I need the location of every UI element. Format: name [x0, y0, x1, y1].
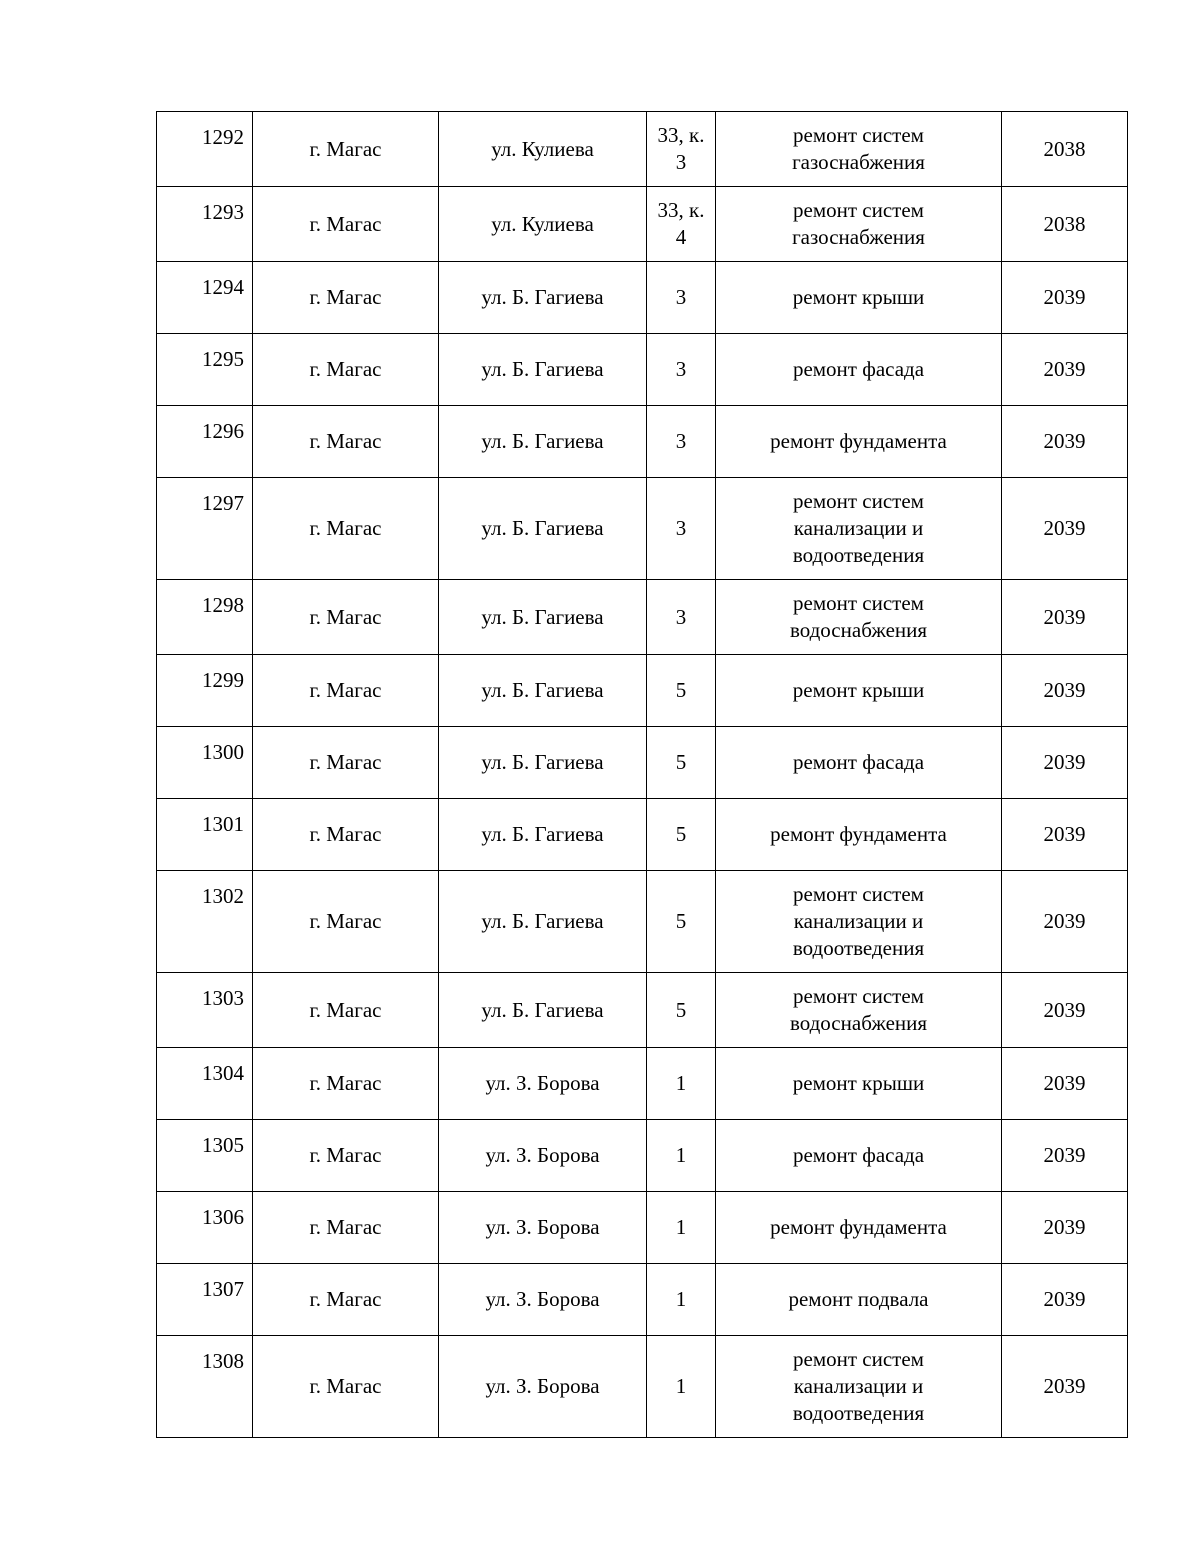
street-cell: ул. З. Борова — [439, 1192, 647, 1264]
row-number: 1305 — [157, 1120, 253, 1192]
work-type-cell: ремонт подвала — [716, 1264, 1002, 1336]
city-cell: г. Магас — [253, 655, 439, 727]
city-cell: г. Магас — [253, 112, 439, 187]
work-type-cell: ремонт фундамента — [716, 406, 1002, 478]
year-cell: 2039 — [1002, 1048, 1128, 1120]
work-type-cell: ремонт фасада — [716, 1120, 1002, 1192]
year-cell: 2038 — [1002, 187, 1128, 262]
row-number: 1294 — [157, 262, 253, 334]
work-type-cell: ремонт фундамента — [716, 1192, 1002, 1264]
city-cell: г. Магас — [253, 1120, 439, 1192]
row-number: 1301 — [157, 799, 253, 871]
year-cell: 2039 — [1002, 1192, 1128, 1264]
street-cell: ул. Б. Гагиева — [439, 580, 647, 655]
city-cell: г. Магас — [253, 334, 439, 406]
street-cell: ул. Б. Гагиева — [439, 799, 647, 871]
house-cell: 33, к. 4 — [647, 187, 716, 262]
work-type-cell: ремонт фундамента — [716, 799, 1002, 871]
house-cell: 5 — [647, 871, 716, 973]
city-cell: г. Магас — [253, 1336, 439, 1438]
street-cell: ул. З. Борова — [439, 1120, 647, 1192]
table-row — [157, 727, 1128, 799]
row-number: 1297 — [157, 478, 253, 580]
table-row — [157, 406, 1128, 478]
year-cell: 2039 — [1002, 799, 1128, 871]
work-type-cell: ремонт систем водоснабжения — [716, 580, 1002, 655]
year-cell: 2038 — [1002, 112, 1128, 187]
house-cell: 1 — [647, 1264, 716, 1336]
city-cell: г. Магас — [253, 478, 439, 580]
house-cell: 3 — [647, 406, 716, 478]
street-cell: ул. Б. Гагиева — [439, 871, 647, 973]
house-cell: 1 — [647, 1192, 716, 1264]
table-row — [157, 334, 1128, 406]
row-number: 1292 — [157, 112, 253, 187]
year-cell: 2039 — [1002, 1264, 1128, 1336]
street-cell: ул. З. Борова — [439, 1336, 647, 1438]
row-number: 1304 — [157, 1048, 253, 1120]
table-row — [157, 1264, 1128, 1336]
year-cell: 2039 — [1002, 580, 1128, 655]
street-cell: ул. Б. Гагиева — [439, 973, 647, 1048]
street-cell: ул. Кулиева — [439, 187, 647, 262]
year-cell: 2039 — [1002, 655, 1128, 727]
table-row — [157, 1120, 1128, 1192]
street-cell: ул. Б. Гагиева — [439, 406, 647, 478]
city-cell: г. Магас — [253, 1048, 439, 1120]
year-cell: 2039 — [1002, 334, 1128, 406]
year-cell: 2039 — [1002, 1336, 1128, 1438]
house-cell: 3 — [647, 262, 716, 334]
street-cell: ул. Б. Гагиева — [439, 334, 647, 406]
table-row — [157, 1048, 1128, 1120]
city-cell: г. Магас — [253, 1192, 439, 1264]
row-number: 1293 — [157, 187, 253, 262]
row-number: 1299 — [157, 655, 253, 727]
work-type-cell: ремонт систем водоснабжения — [716, 973, 1002, 1048]
house-cell: 3 — [647, 478, 716, 580]
work-type-cell: ремонт систем канализации и водоотведения — [716, 1336, 1002, 1438]
year-cell: 2039 — [1002, 973, 1128, 1048]
city-cell: г. Магас — [253, 580, 439, 655]
house-cell: 1 — [647, 1336, 716, 1438]
street-cell: ул. Б. Гагиева — [439, 655, 647, 727]
year-cell: 2039 — [1002, 478, 1128, 580]
house-cell: 3 — [647, 334, 716, 406]
work-type-cell: ремонт систем канализации и водоотведения — [716, 478, 1002, 580]
work-type-cell: ремонт фасада — [716, 727, 1002, 799]
row-number: 1303 — [157, 973, 253, 1048]
work-type-cell: ремонт систем газоснабжения — [716, 112, 1002, 187]
city-cell: г. Магас — [253, 799, 439, 871]
house-cell: 3 — [647, 580, 716, 655]
table-row — [157, 262, 1128, 334]
work-type-cell: ремонт систем газоснабжения — [716, 187, 1002, 262]
repair-schedule-table — [156, 111, 1128, 1438]
work-type-cell: ремонт крыши — [716, 262, 1002, 334]
year-cell: 2039 — [1002, 262, 1128, 334]
work-type-cell: ремонт систем канализации и водоотведения — [716, 871, 1002, 973]
table-row — [157, 478, 1128, 580]
year-cell: 2039 — [1002, 1120, 1128, 1192]
table-row — [157, 187, 1128, 262]
row-number: 1308 — [157, 1336, 253, 1438]
city-cell: г. Магас — [253, 973, 439, 1048]
city-cell: г. Магас — [253, 406, 439, 478]
table-row — [157, 1336, 1128, 1438]
city-cell: г. Магас — [253, 262, 439, 334]
street-cell: ул. Б. Гагиева — [439, 727, 647, 799]
house-cell: 5 — [647, 799, 716, 871]
house-cell: 33, к. 3 — [647, 112, 716, 187]
work-type-cell: ремонт крыши — [716, 1048, 1002, 1120]
year-cell: 2039 — [1002, 727, 1128, 799]
street-cell: ул. З. Борова — [439, 1264, 647, 1336]
house-cell: 1 — [647, 1048, 716, 1120]
house-cell: 5 — [647, 973, 716, 1048]
city-cell: г. Магас — [253, 871, 439, 973]
table-row — [157, 1192, 1128, 1264]
table-row — [157, 655, 1128, 727]
city-cell: г. Магас — [253, 727, 439, 799]
street-cell: ул. Кулиева — [439, 112, 647, 187]
row-number: 1302 — [157, 871, 253, 973]
table-row — [157, 112, 1128, 187]
house-cell: 5 — [647, 727, 716, 799]
house-cell: 1 — [647, 1120, 716, 1192]
work-type-cell: ремонт фасада — [716, 334, 1002, 406]
house-cell: 5 — [647, 655, 716, 727]
row-number: 1296 — [157, 406, 253, 478]
row-number: 1295 — [157, 334, 253, 406]
street-cell: ул. Б. Гагиева — [439, 262, 647, 334]
row-number: 1306 — [157, 1192, 253, 1264]
table-row — [157, 580, 1128, 655]
table-row — [157, 799, 1128, 871]
year-cell: 2039 — [1002, 871, 1128, 973]
table-row — [157, 871, 1128, 973]
city-cell: г. Магас — [253, 1264, 439, 1336]
year-cell: 2039 — [1002, 406, 1128, 478]
row-number: 1298 — [157, 580, 253, 655]
street-cell: ул. Б. Гагиева — [439, 478, 647, 580]
work-type-cell: ремонт крыши — [716, 655, 1002, 727]
row-number: 1300 — [157, 727, 253, 799]
table-row — [157, 973, 1128, 1048]
street-cell: ул. З. Борова — [439, 1048, 647, 1120]
city-cell: г. Магас — [253, 187, 439, 262]
row-number: 1307 — [157, 1264, 253, 1336]
